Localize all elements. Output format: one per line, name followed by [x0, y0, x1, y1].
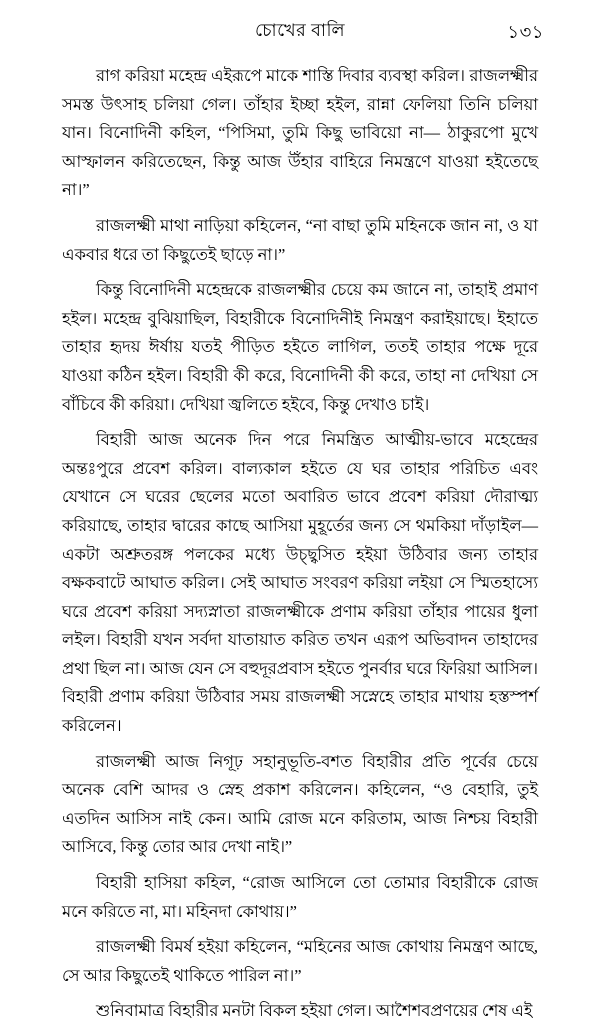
paragraph: বিহারী হাসিয়া কহিল, “রোজ আসিলে তো তোমার বিহারীকে রোজ মনে করিতে না, মা। মহিনদা কোথায়।”: [62, 873, 538, 921]
page-header: [62, 18, 544, 52]
paragraph: রাজলক্ষ্মী আজ নিগূঢ় সহানুভূতি-বশত বিহারীর প্রতি পূর্বের চেয়ে অনেক বেশি আদর ও স্নেহ প্রকাশ করিলেন। কহিলেন, “ও বেহারি, তুই এতদিন আসিস নাই কেন। আমি রোজ মনে করিতাম, আজ নিশ্চয় বিহারী আসিবে, কিন্তু তোর আর দেখা নাই।”: [62, 751, 538, 857]
paragraph: রাজলক্ষ্মী বিমর্ষ হইয়া কহিলেন, “মহিনের আজ কোথায় নিমন্ত্রণ আছে, সে আর কিছুতেই থাকিতে পারিল না।”: [62, 937, 538, 985]
paragraph: রাগ করিয়া মহেন্দ্র এইরূপে মাকে শাস্তি দিবার ব্যবস্থা করিল। রাজলক্ষ্মীর সমস্ত উৎসাহ চলিয়া গেল। তাঁহার ইচ্ছা হইল, রান্না ফেলিয়া তিনি চলিয়া যান। বিনোদিনী কহিল, “পিসিমা, তুমি কিছু ভাবিয়ো না— ঠাকুরপো মুখে আস্ফালন করিতেছেন, কিন্তু আজ উঁহার বাহিরে নিমন্ত্রণে যাওয়া হইতেছে না।”: [62, 66, 538, 200]
page-number: ১৩১: [507, 22, 544, 42]
paragraph: কিন্তু বিনোদিনী মহেন্দ্রকে রাজলক্ষ্মীর চেয়ে কম জানে না, তাহাই প্রমাণ হইল। মহেন্দ্র বুঝিয়াছিল, বিহারীকে বিনোদিনীই নিমন্ত্রণ করাইয়াছে। ইহাতে তাহার হৃদয় ঈর্ষায় যতই পীড়িত হইতে লাগিল, ততই তাহার পক্ষে দূরে যাওয়া কঠিন হইল। বিহারী কী করে, বিনোদিনী কী করে, তাহা না দেখিয়া সে বাঁচিবে কী করিয়া। দেখিয়া জ্বলিতে হইবে, কিন্তু দেখাও চাই।: [62, 280, 538, 414]
paragraph: শুনিবামাত্র বিহারীর মনটা বিকল হইয়া গেল। আশৈশবপ্রণয়ের শেষ এই: [96, 1001, 533, 1021]
paragraph: রাজলক্ষ্মী মাথা নাড়িয়া কহিলেন, “না বাছা তুমি মহিনকে জান না, ও যা একবার ধরে তা কিছুতেই ছাড়ে না।”: [62, 215, 538, 264]
book-title: চোখের বালি: [254, 20, 345, 40]
paragraph: বিহারী আজ অনেক দিন পরে নিমন্ত্রিত আত্মীয়-ভাবে মহেন্দ্রের অন্তঃপুরে প্রবেশ করিল। বাল্যকাল হইতে যে ঘর তাহার পরিচিত এবং যেখানে সে ঘরের ছেলের মতো অবারিত ভাবে প্রবেশ করিয়া দৌরাত্ম্য করিয়াছে, তাহার দ্বারের কাছে আসিয়া মুহূর্তের জন্য সে থমকিয়া দাঁড়াইল— একটা অশ্রুতরঙ্গ পলকের মধ্যে উচ্ছ্বসিত হইয়া উঠিবার জন্য তাহার বক্ষকবাটে আঘাত করিল। সেই আঘাত সংবরণ করিয়া লইয়া সে স্মিতহাস্যে ঘরে প্রবেশ করিয়া সদ্যস্নাতা রাজলক্ষ্মীকে প্রণাম করিয়া তাঁহার পায়ের ধুলা লইল। বিহারী যখন সর্বদা যাতায়াত করিত তখন এরূপ অভিবাদন তাহাদের প্রথা ছিল না। আজ যেন সে বহুদূরপ্রবাস হইতে পুনর্বার ঘরে ফিরিয়া আসিল। বিহারী প্রণাম করিয়া উঠিবার সময় রাজলক্ষ্মী সস্নেহে তাহার মাথায় হস্তস্পর্শ করিলেন।: [62, 430, 538, 736]
page-body: [62, 62, 538, 1026]
